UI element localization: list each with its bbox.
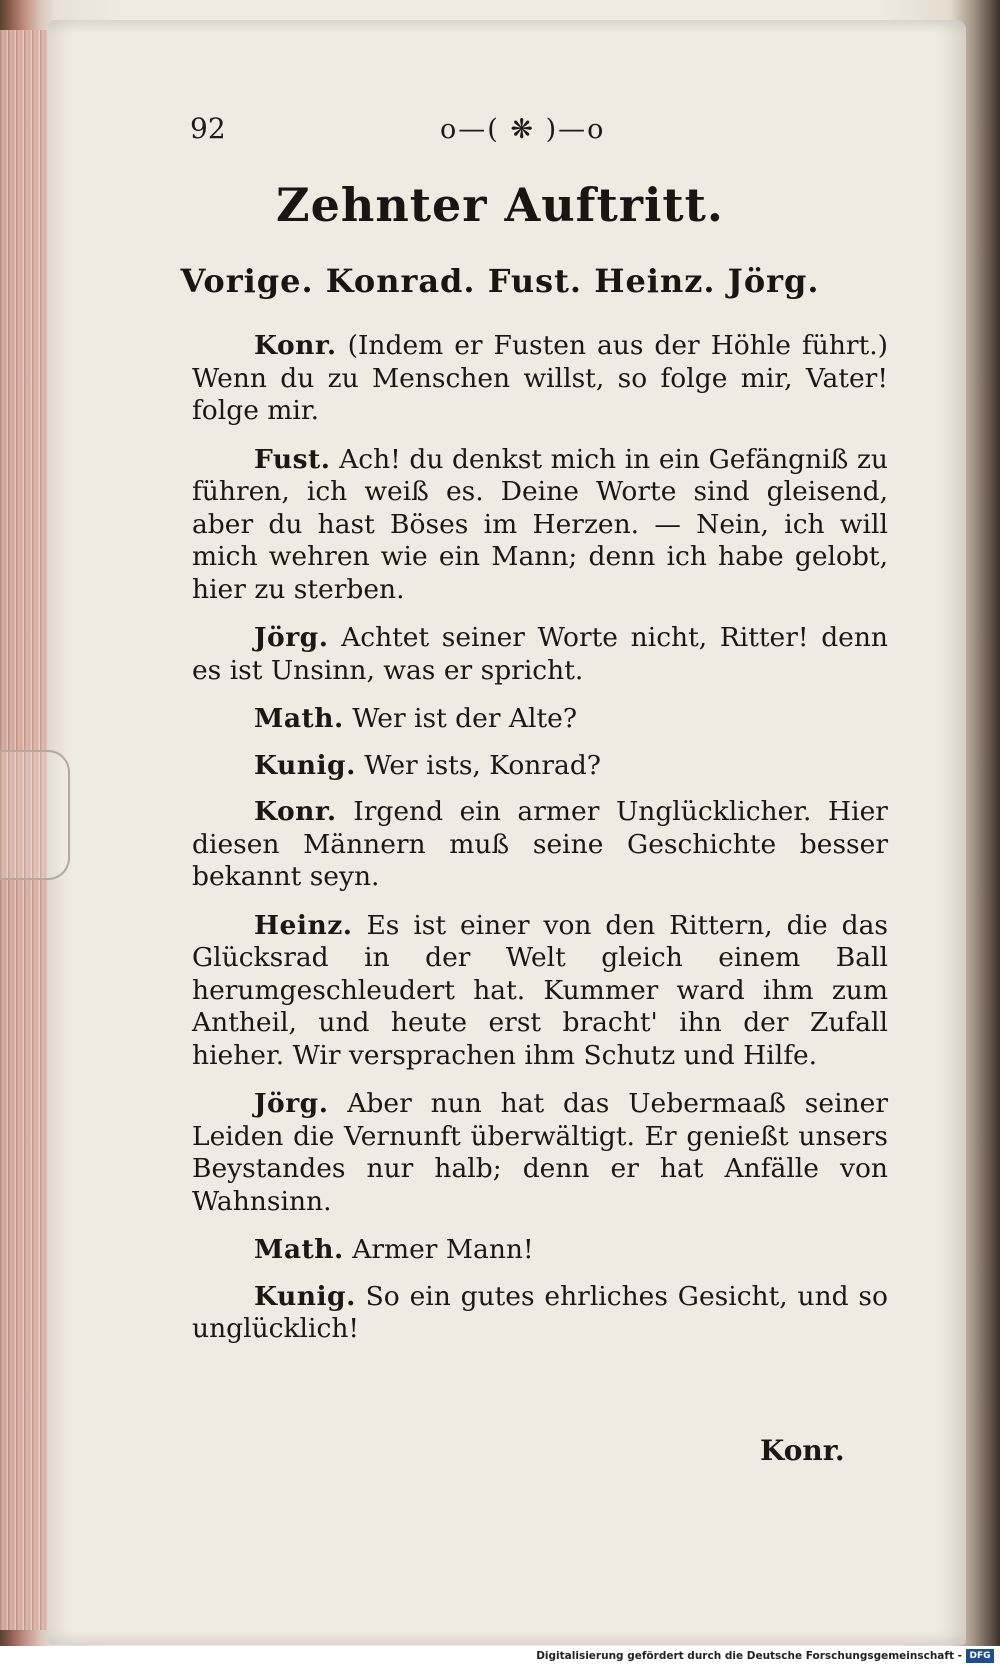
speech-text: Aber nun hat das Uebermaaß seiner Leiden die Vernunft überwältigt. Er genießt unsers Beystandes nur halb; denn er hat Anfälle von Wahnsinn.: [192, 1088, 888, 1217]
speech-text: So ein gutes ehrliches Gesicht, und so unglücklich!: [192, 1280, 888, 1344]
page-number: 92: [190, 112, 226, 145]
speech-text: (Indem er Fusten aus der Höhle führt.) Wenn du zu Menschen willst, so folge mir, Vater! folge mir.: [192, 330, 888, 426]
dialogue-paragraph: [192, 1088, 888, 1218]
speech-text: Ach! du denkst mich in ein Gefängniß zu führen, ich weiß es. Deine Worte sind gleisend, aber du hast Böses im Herzen. — Nein, ich will mich wehren wie ein Mann; denn ich habe gelobt, hier zu sterben.: [192, 443, 888, 605]
speaker-name: Fust.: [254, 443, 331, 475]
catchword: Konr.: [760, 1434, 845, 1467]
speaker-name: Jörg.: [254, 1088, 329, 1119]
scene-title: Zehnter Auftritt.: [276, 178, 724, 232]
funding-credit: Digitalisierung gefördert durch die Deutsche Forschungsgemeinschaft -: [536, 1650, 962, 1662]
dialogue-paragraph: [192, 444, 888, 607]
speaker-name: Kunig.: [254, 749, 356, 781]
dialogue-paragraph: [192, 1281, 888, 1346]
speech-text: Wer ist der Alte?: [352, 703, 578, 734]
dialogue-paragraph: [192, 796, 888, 894]
dialogue-paragraph: [192, 330, 888, 428]
page-clip: [0, 750, 70, 880]
speech-text: Irgend ein armer Unglücklicher. Hier diesen Männern muß seine Geschichte besser bekannt seyn.: [192, 796, 888, 892]
speaker-name: Konr.: [254, 796, 337, 827]
speaker-name: Math.: [254, 1234, 344, 1265]
speaker-name: Jörg.: [254, 622, 329, 653]
dialogue-paragraph: [192, 1234, 888, 1267]
speaker-name: Konr.: [254, 330, 337, 361]
speech-text: Armer Mann!: [352, 1234, 534, 1265]
speech-text: Wer ists, Konrad?: [364, 749, 602, 781]
dfg-logo: DFG: [966, 1649, 994, 1663]
header-ornament: o—( ❋ )—o: [440, 114, 606, 145]
dialogue-paragraph: [192, 622, 888, 687]
speech-text: Achtet seiner Worte nicht, Ritter! denn es ist Unsinn, was er spricht.: [192, 622, 888, 686]
speech-text: Es ist einer von den Rittern, die das Glücksrad in der Welt gleich einem Ball herumgeschleudert hat. Kummer ward ihm zum Antheil, und heute erst bracht' ihn der Zufall hieher. Wir versprachen ihm Schutz und Hilfe.: [192, 909, 888, 1071]
speaker-name: Kunig.: [254, 1280, 356, 1312]
dialogue-paragraph: [192, 750, 888, 783]
cast-list: Vorige. Konrad. Fust. Heinz. Jörg.: [180, 262, 820, 300]
speaker-name: Heinz.: [254, 909, 353, 941]
dialogue-paragraph: [192, 703, 888, 736]
speaker-name: Math.: [254, 703, 344, 734]
dialogue-paragraph: [192, 910, 888, 1073]
page-header: [190, 112, 890, 152]
dialogue-text: [192, 330, 888, 1362]
